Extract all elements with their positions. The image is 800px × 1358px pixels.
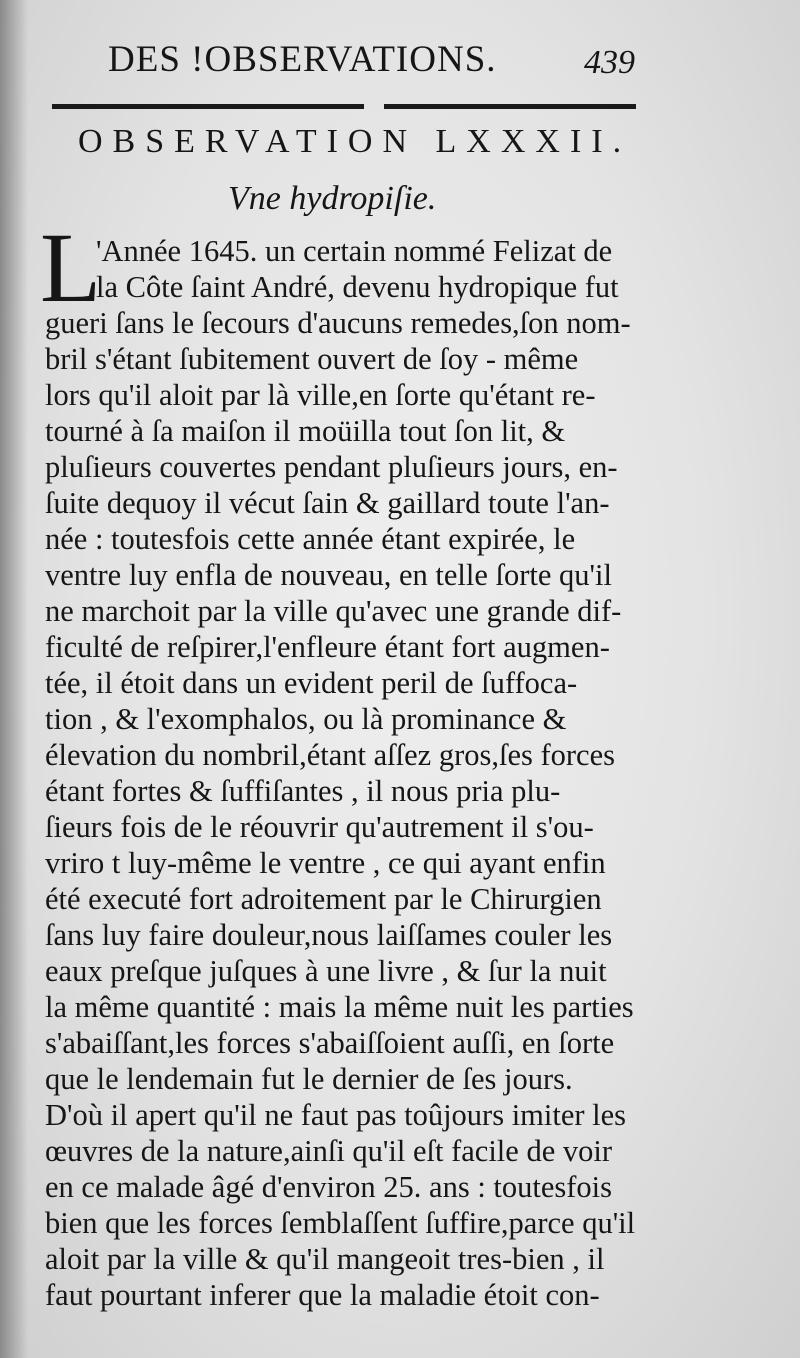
text-line: bril s'étant ſubitement ouvert de ſoy - même <box>45 342 579 376</box>
running-head: DES !OBSERVATIONS. <box>108 39 497 80</box>
text-line: la Côte ſaint André, devenu hydropique fut <box>96 270 619 304</box>
text-line: aloit par la ville & qu'il mangeoit tres-bien , il <box>45 1242 605 1276</box>
text-line: en ce malade âgé d'environ 25. ans : toutesfois <box>45 1170 613 1204</box>
text-line: D'où il apert qu'il ne faut pas toûjours imiter les <box>45 1098 627 1132</box>
text-line: ſans luy faire douleur,nous laiſſames couler les <box>45 918 613 952</box>
text-line: tée, il étoit dans un evident peril de ſuffoca- <box>45 666 578 700</box>
text-line: bien que les forces ſemblaſſent ſuffire,parce qu'il <box>45 1206 636 1240</box>
header-rule-right <box>384 104 636 109</box>
text-line: pluſieurs couvertes pendant pluſieurs jours, en- <box>45 450 618 484</box>
text-line: élevation du nombril,étant aſſez gros,ſes forces <box>45 738 615 772</box>
text-line: 'Année 1645. un certain nommé Felizat de <box>96 234 613 268</box>
text-line: ne marchoit par la ville qu'avec une grande dif- <box>45 594 622 628</box>
text-line: été executé fort adroitement par le Chirurgien <box>45 882 602 916</box>
text-line: vriro t luy-même le ventre , ce qui ayant enfin <box>45 846 606 880</box>
text-line: lors qu'il aloit par là ville,en ſorte qu'étant re- <box>45 378 596 412</box>
observation-subtitle: Vne hydropiſie. <box>228 180 437 217</box>
text-line: tourné à ſa maiſon il moüilla tout ſon lit, & <box>45 414 566 448</box>
observation-title: OBSERVATION LXXXII. <box>78 123 632 160</box>
gutter-shadow <box>0 0 28 1358</box>
text-line: tion , & l'exomphalos, ou là prominance & <box>45 702 567 736</box>
text-line: faut pourtant inferer que la maladie étoit con- <box>45 1278 600 1312</box>
text-line: que le lendemain fut le dernier de ſes jours. <box>45 1062 573 1096</box>
text-line: œuvres de la nature,ainſi qu'il eſt facile de voir <box>45 1134 612 1168</box>
text-line: ventre luy enfla de nouveau, en telle ſorte qu'il <box>45 558 612 592</box>
text-line: la même quantité : mais la même nuit les parties <box>45 990 634 1024</box>
text-line: étant fortes & ſuffiſantes , il nous pria plu- <box>45 774 561 808</box>
text-line: ficulté de reſpirer,l'enfleure étant fort augmen- <box>45 630 610 664</box>
header-rule-left <box>52 104 364 109</box>
text-line: s'abaiſſant,les forces s'abaiſſoient auſſi, en ſorte <box>45 1026 615 1060</box>
text-line: ſieurs fois de le réouvrir qu'autrement il s'ou- <box>45 810 594 844</box>
page-number: 439 <box>584 44 635 81</box>
text-line: née : toutesfois cette année étant expirée, le <box>45 522 576 556</box>
text-line: ſuite dequoy il vécut ſain & gaillard toute l'an- <box>45 486 610 520</box>
text-line: gueri ſans le ſecours d'aucuns remedes,ſon nom- <box>45 306 631 340</box>
drop-cap: L <box>40 212 102 323</box>
text-line: eaux preſque juſques à une livre , & ſur la nuit <box>45 954 607 988</box>
